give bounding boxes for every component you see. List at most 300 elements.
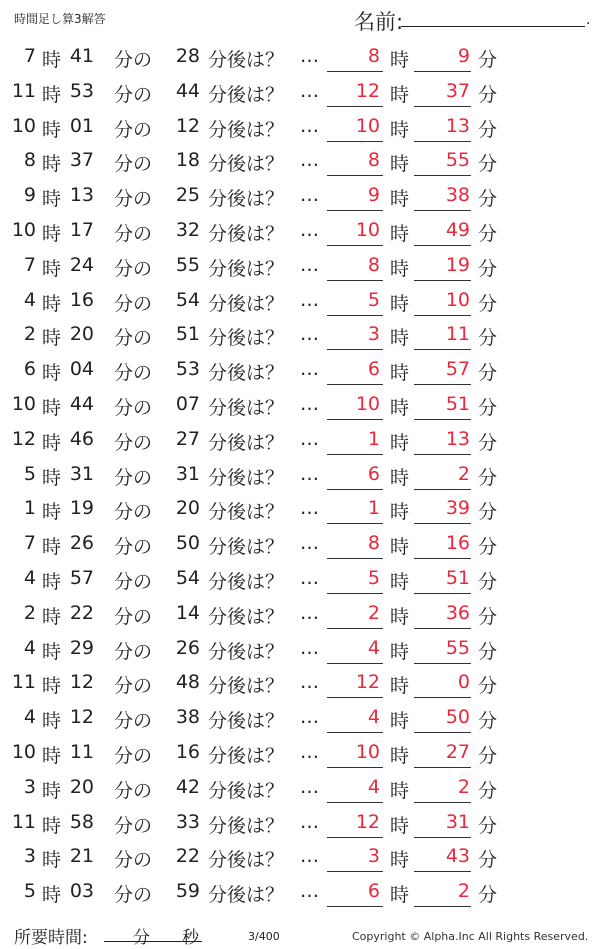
ellipsis: …: [300, 149, 319, 172]
after-label: 分後は？: [208, 431, 285, 454]
start-minute: 53: [69, 79, 94, 102]
hour-label: 時: [42, 884, 62, 907]
start-minute: 16: [69, 288, 94, 311]
add-minutes: 48: [175, 671, 200, 694]
answer-hour-underline: [327, 280, 383, 281]
answer-hour-underline: [327, 663, 383, 664]
answer-hour-label: 時: [390, 675, 410, 698]
answer-minute-underline: [414, 419, 471, 420]
minute-of-label: 分の: [114, 83, 153, 106]
answer-hour-underline: [327, 871, 383, 872]
answer-minute-underline: [414, 663, 471, 664]
ellipsis: …: [300, 741, 319, 763]
name-label: 名前:: [354, 10, 404, 34]
start-minute: 21: [69, 845, 94, 868]
answer-hour-label: 時: [390, 83, 410, 106]
answer-minute-underline: [414, 106, 471, 107]
answer-hour-underline: [327, 593, 383, 594]
answer-hour: 6: [367, 358, 380, 381]
answer-hour-label: 時: [390, 710, 410, 733]
start-hour: 2: [23, 601, 36, 624]
after-label: 分後は？: [208, 571, 285, 593]
answer-hour: 5: [367, 567, 380, 589]
answer-minute-underline: [414, 245, 471, 246]
answer-minute: 37: [445, 79, 470, 102]
add-minutes: 26: [175, 636, 200, 659]
answer-hour-label: 時: [390, 640, 410, 663]
hour-label: 時: [42, 710, 62, 733]
ellipsis: …: [300, 288, 319, 311]
time-required-label: 所要時間:: [14, 928, 88, 948]
answer-hour-label: 時: [390, 501, 410, 524]
answer-hour-label: 時: [390, 223, 410, 245]
answer-hour-underline: [327, 732, 383, 733]
start-minute: 01: [69, 114, 94, 137]
start-minute: 12: [69, 671, 94, 694]
copyright: Copyright © Alpha.Inc All Rights Reserved.: [352, 930, 589, 943]
hour-label: 時: [42, 83, 62, 106]
answer-minute: 38: [445, 184, 470, 207]
problem-row: [0, 388, 600, 422]
start-minute: 12: [69, 706, 94, 729]
answer-hour: 9: [367, 184, 380, 207]
answer-hour: 6: [367, 880, 380, 903]
problem-row: [0, 806, 600, 840]
after-label: 分後は？: [208, 536, 285, 559]
answer-minute-underline: [414, 454, 471, 455]
after-label: 分後は？: [208, 257, 285, 280]
answer-minute-underline: [414, 141, 471, 142]
answer-hour-underline: [327, 106, 383, 107]
answer-hour-underline: [327, 558, 383, 559]
answer-minute: 13: [445, 427, 470, 450]
add-minutes: 07: [175, 393, 200, 415]
answer-minute-label: 分: [478, 362, 498, 385]
start-hour: 11: [11, 810, 36, 833]
answer-minute: 49: [445, 219, 470, 241]
problem-row: [0, 597, 600, 631]
answer-hour: 12: [355, 671, 380, 694]
hour-label: 時: [42, 536, 62, 559]
after-label: 分後は？: [208, 118, 285, 141]
ellipsis: …: [300, 393, 319, 415]
start-minute: 41: [69, 45, 94, 67]
hour-label: 時: [42, 362, 62, 385]
answer-hour-underline: [327, 767, 383, 768]
start-hour: 4: [23, 636, 36, 659]
answer-minute-label: 分: [478, 710, 498, 733]
ellipsis: …: [300, 323, 319, 346]
answer-minute: 13: [445, 114, 470, 137]
answer-minute-underline: [414, 280, 471, 281]
ellipsis: …: [300, 601, 319, 624]
answer-minute-label: 分: [478, 849, 498, 872]
answer-hour: 5: [367, 288, 380, 311]
minute-of-label: 分の: [114, 188, 153, 211]
minute-of-label: 分の: [114, 397, 153, 419]
start-hour: 4: [23, 706, 36, 729]
minute-of-label: 分の: [114, 153, 153, 176]
hour-label: 時: [42, 397, 62, 419]
start-hour: 7: [23, 45, 36, 67]
problem-row: [0, 492, 600, 526]
answer-minute: 43: [445, 845, 470, 868]
answer-minute: 55: [445, 149, 470, 172]
page-number: 3/400: [248, 930, 280, 943]
problem-row: [0, 632, 600, 666]
answer-hour-underline: [327, 245, 383, 246]
answer-minute-label: 分: [478, 257, 498, 280]
add-minutes: 44: [175, 79, 200, 102]
answer-hour-underline: [327, 71, 383, 72]
answer-minute-underline: [414, 315, 471, 316]
ellipsis: …: [300, 880, 319, 903]
minute-of-label: 分の: [114, 49, 153, 71]
ellipsis: …: [300, 184, 319, 207]
answer-minute-label: 分: [478, 118, 498, 141]
answer-minute: 2: [457, 775, 470, 798]
minute-of-label: 分の: [114, 223, 153, 245]
add-minutes: 42: [175, 775, 200, 798]
start-minute: 31: [69, 462, 94, 485]
hour-label: 時: [42, 188, 62, 211]
start-minute: 20: [69, 323, 94, 346]
answer-minute-label: 分: [478, 605, 498, 628]
answer-hour: 6: [367, 462, 380, 485]
after-label: 分後は？: [208, 605, 285, 628]
add-minutes: 38: [175, 706, 200, 729]
answer-minute-label: 分: [478, 814, 498, 837]
answer-minute-underline: [414, 71, 471, 72]
after-label: 分後は？: [208, 327, 285, 350]
answer-hour-label: 時: [390, 49, 410, 71]
answer-hour-underline: [327, 175, 383, 176]
answer-hour-label: 時: [390, 118, 410, 141]
minute-of-label: 分の: [114, 884, 153, 907]
answer-minute: 51: [445, 393, 470, 415]
hour-label: 時: [42, 118, 62, 141]
start-minute: 20: [69, 775, 94, 798]
answer-hour-label: 時: [390, 188, 410, 211]
minute-of-label: 分の: [114, 814, 153, 837]
answer-minute-label: 分: [478, 675, 498, 698]
answer-minute-label: 分: [478, 327, 498, 350]
minute-of-label: 分の: [114, 362, 153, 385]
after-label: 分後は？: [208, 884, 285, 907]
hour-label: 時: [42, 640, 62, 663]
answer-minute-label: 分: [478, 431, 498, 454]
problem-row: [0, 527, 600, 561]
answer-hour-label: 時: [390, 745, 410, 767]
start-hour: 5: [23, 462, 36, 485]
hour-label: 時: [42, 779, 62, 802]
start-hour: 11: [11, 79, 36, 102]
minute-of-label: 分の: [114, 605, 153, 628]
answer-hour: 8: [367, 532, 380, 555]
answer-minute: 2: [457, 462, 470, 485]
start-hour: 10: [11, 219, 36, 241]
problem-row: [0, 179, 600, 213]
start-hour: 11: [11, 671, 36, 694]
answer-minute-label: 分: [478, 83, 498, 106]
answer-minute-label: 分: [478, 188, 498, 211]
answer-hour-label: 時: [390, 779, 410, 802]
start-minute: 29: [69, 636, 94, 659]
answer-hour: 4: [367, 706, 380, 729]
after-label: 分後は？: [208, 397, 285, 419]
hour-label: 時: [42, 223, 62, 245]
start-hour: 3: [23, 775, 36, 798]
hour-label: 時: [42, 571, 62, 593]
add-minutes: 16: [175, 741, 200, 763]
answer-hour-label: 時: [390, 605, 410, 628]
answer-minute-underline: [414, 802, 471, 803]
answer-minute: 9: [457, 45, 470, 67]
answer-hour: 10: [355, 393, 380, 415]
start-hour: 1: [23, 497, 36, 520]
after-label: 分後は？: [208, 675, 285, 698]
start-minute: 24: [69, 253, 94, 276]
answer-hour-label: 時: [390, 814, 410, 837]
start-minute: 22: [69, 601, 94, 624]
answer-hour: 10: [355, 114, 380, 137]
problem-row: [0, 458, 600, 492]
minute-of-label: 分の: [114, 779, 153, 802]
answer-minute-underline: [414, 837, 471, 838]
start-minute: 26: [69, 532, 94, 555]
problem-row: [0, 214, 600, 248]
answer-hour-underline: [327, 315, 383, 316]
after-label: 分後は？: [208, 501, 285, 524]
answer-hour: 10: [355, 741, 380, 763]
answer-minute: 39: [445, 497, 470, 520]
answer-hour: 1: [367, 497, 380, 520]
problem-row: [0, 736, 600, 770]
hour-label: 時: [42, 292, 62, 315]
answer-minute: 11: [445, 323, 470, 346]
answer-minute-underline: [414, 558, 471, 559]
ellipsis: …: [300, 427, 319, 450]
minute-of-label: 分の: [114, 501, 153, 524]
problem-row: [0, 562, 600, 596]
answer-hour-underline: [327, 523, 383, 524]
start-hour: 2: [23, 323, 36, 346]
answer-hour-label: 時: [390, 292, 410, 315]
start-hour: 4: [23, 288, 36, 311]
ellipsis: …: [300, 497, 319, 520]
after-label: 分後は？: [208, 466, 285, 489]
answer-minute-label: 分: [478, 501, 498, 524]
add-minutes: 51: [175, 323, 200, 346]
answer-hour-underline: [327, 384, 383, 385]
answer-minute-underline: [414, 732, 471, 733]
minute-of-label: 分の: [114, 327, 153, 350]
answer-hour-label: 時: [390, 431, 410, 454]
answer-hour-underline: [327, 454, 383, 455]
add-minutes: 22: [175, 845, 200, 868]
answer-minute-label: 分: [478, 49, 498, 71]
add-minutes: 20: [175, 497, 200, 520]
ellipsis: …: [300, 636, 319, 659]
answer-minute-underline: [414, 210, 471, 211]
problem-row: [0, 666, 600, 700]
answer-hour: 8: [367, 149, 380, 172]
after-label: 分後は？: [208, 745, 285, 767]
answer-minute-label: 分: [478, 571, 498, 593]
answer-hour: 1: [367, 427, 380, 450]
problem-row: [0, 353, 600, 387]
add-minutes: 28: [175, 45, 200, 67]
answer-minute-label: 分: [478, 466, 498, 489]
problem-row: [0, 423, 600, 457]
start-hour: 5: [23, 880, 36, 903]
answer-minute-underline: [414, 349, 471, 350]
time-minute-label: 分: [133, 928, 150, 948]
answer-minute-label: 分: [478, 292, 498, 315]
problem-row: [0, 110, 600, 144]
after-label: 分後は？: [208, 223, 285, 245]
answer-minute: 55: [445, 636, 470, 659]
start-hour: 6: [23, 358, 36, 381]
answer-hour-underline: [327, 697, 383, 698]
hour-label: 時: [42, 49, 62, 71]
problem-row: [0, 40, 600, 74]
answer-minute-label: 分: [478, 536, 498, 559]
answer-hour-underline: [327, 141, 383, 142]
answer-minute-underline: [414, 593, 471, 594]
answer-hour-label: 時: [390, 466, 410, 489]
after-label: 分後は？: [208, 849, 285, 872]
answer-hour: 2: [367, 601, 380, 624]
answer-minute: 16: [445, 532, 470, 555]
name-field[interactable]: [401, 26, 585, 27]
time-second-label: 秒: [182, 928, 199, 948]
answer-minute: 36: [445, 601, 470, 624]
hour-label: 時: [42, 745, 62, 767]
after-label: 分後は？: [208, 49, 285, 71]
answer-minute: 10: [445, 288, 470, 311]
problem-row: [0, 144, 600, 178]
answer-minute-underline: [414, 697, 471, 698]
problem-row: [0, 284, 600, 318]
start-hour: 9: [23, 184, 36, 207]
hour-label: 時: [42, 814, 62, 837]
answer-minute-underline: [414, 871, 471, 872]
hour-label: 時: [42, 501, 62, 524]
answer-minute-underline: [414, 489, 471, 490]
hour-label: 時: [42, 327, 62, 350]
ellipsis: …: [300, 462, 319, 485]
after-label: 分後は？: [208, 640, 285, 663]
start-minute: 46: [69, 427, 94, 450]
start-hour: 10: [11, 114, 36, 137]
hour-label: 時: [42, 849, 62, 872]
after-label: 分後は？: [208, 710, 285, 733]
answer-minute-label: 分: [478, 884, 498, 907]
start-minute: 03: [69, 880, 94, 903]
answer-minute-label: 分: [478, 223, 498, 245]
answer-hour: 4: [367, 775, 380, 798]
answer-minute-label: 分: [478, 779, 498, 802]
ellipsis: …: [300, 671, 319, 694]
answer-hour: 10: [355, 219, 380, 241]
add-minutes: 18: [175, 149, 200, 172]
minute-of-label: 分の: [114, 675, 153, 698]
hour-label: 時: [42, 605, 62, 628]
answer-minute-underline: [414, 628, 471, 629]
start-minute: 57: [69, 567, 94, 589]
add-minutes: 53: [175, 358, 200, 381]
answer-minute-label: 分: [478, 745, 498, 767]
worksheet-title: 時間足し算3解答: [14, 12, 106, 26]
start-minute: 13: [69, 184, 94, 207]
answer-hour-underline: [327, 419, 383, 420]
minute-of-label: 分の: [114, 640, 153, 663]
problem-row: [0, 318, 600, 352]
ellipsis: …: [300, 358, 319, 381]
start-minute: 58: [69, 810, 94, 833]
hour-label: 時: [42, 431, 62, 454]
answer-minute: 19: [445, 253, 470, 276]
answer-hour-label: 時: [390, 153, 410, 176]
hour-label: 時: [42, 466, 62, 489]
answer-hour-underline: [327, 349, 383, 350]
answer-hour-label: 時: [390, 257, 410, 280]
after-label: 分後は？: [208, 362, 285, 385]
start-minute: 04: [69, 358, 94, 381]
problem-row: [0, 875, 600, 909]
answer-hour: 3: [367, 845, 380, 868]
after-label: 分後は？: [208, 292, 285, 315]
start-minute: 37: [69, 149, 94, 172]
add-minutes: 12: [175, 114, 200, 137]
start-minute: 11: [69, 741, 94, 763]
ellipsis: …: [300, 845, 319, 868]
ellipsis: …: [300, 567, 319, 589]
start-hour: 7: [23, 253, 36, 276]
answer-minute: 0: [457, 671, 470, 694]
answer-hour-label: 時: [390, 884, 410, 907]
minute-of-label: 分の: [114, 118, 153, 141]
answer-hour: 3: [367, 323, 380, 346]
ellipsis: …: [300, 45, 319, 67]
answer-minute: 27: [445, 741, 470, 763]
ellipsis: …: [300, 775, 319, 798]
problem-row: [0, 771, 600, 805]
after-label: 分後は？: [208, 83, 285, 106]
minute-of-label: 分の: [114, 466, 153, 489]
start-hour: 7: [23, 532, 36, 555]
add-minutes: 25: [175, 184, 200, 207]
minute-of-label: 分の: [114, 257, 153, 280]
answer-minute-underline: [414, 523, 471, 524]
ellipsis: …: [300, 79, 319, 102]
answer-hour-label: 時: [390, 327, 410, 350]
problem-row: [0, 840, 600, 874]
start-hour: 4: [23, 567, 36, 589]
answer-minute: 51: [445, 567, 470, 589]
answer-minute-underline: [414, 384, 471, 385]
answer-minute-label: 分: [478, 153, 498, 176]
start-minute: 19: [69, 497, 94, 520]
answer-hour-underline: [327, 628, 383, 629]
minute-of-label: 分の: [114, 745, 153, 767]
after-label: 分後は？: [208, 779, 285, 802]
answer-minute-underline: [414, 175, 471, 176]
answer-hour: 4: [367, 636, 380, 659]
answer-hour-label: 時: [390, 362, 410, 385]
hour-label: 時: [42, 675, 62, 698]
